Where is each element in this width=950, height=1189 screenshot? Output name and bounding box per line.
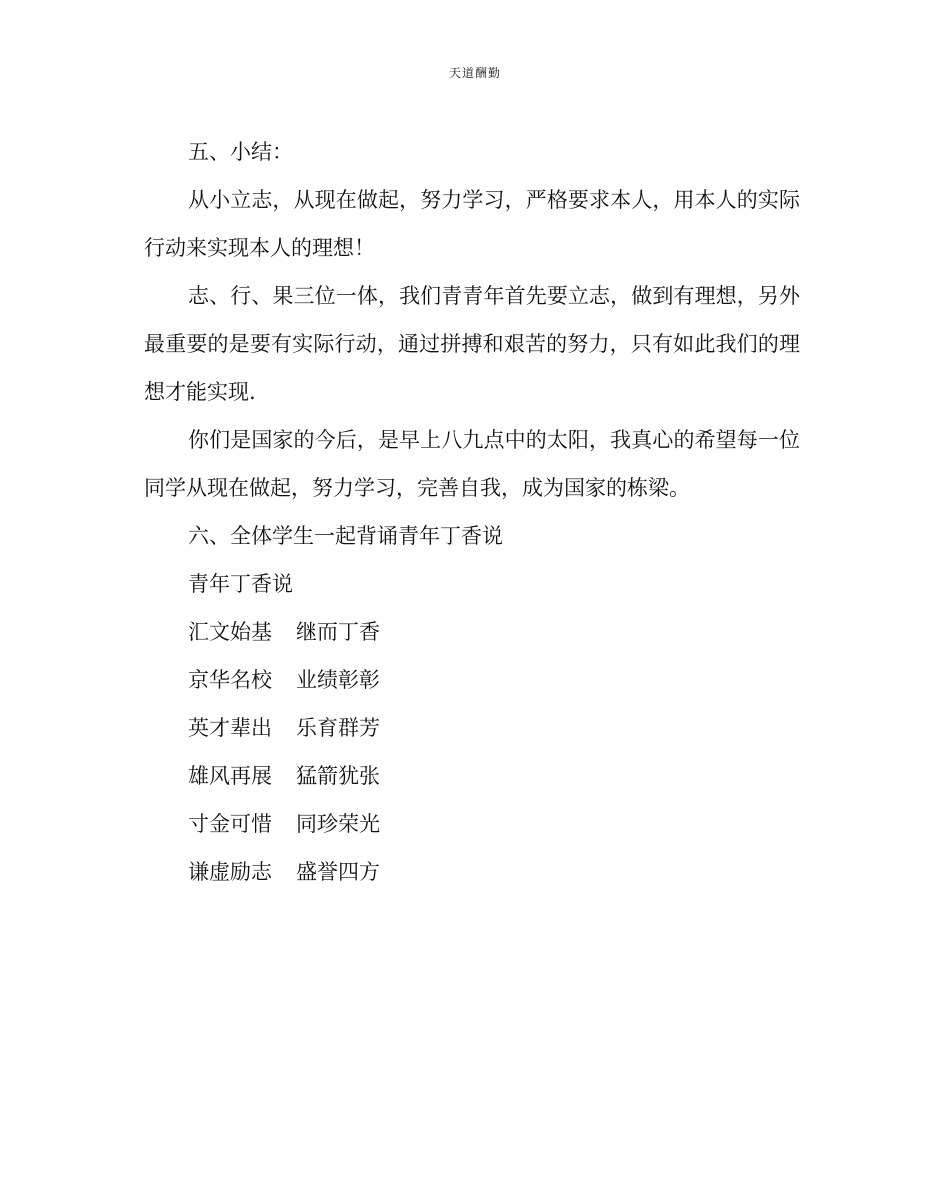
section-heading-recite: 六、全体学生一起背诵青年丁香说 <box>188 524 503 548</box>
poem-line-first-half: 汇文始基 <box>188 620 272 644</box>
poem-line-second-half: 继而丁香 <box>296 620 380 644</box>
poem-line <box>144 800 800 848</box>
poem-line <box>144 656 800 704</box>
section-heading-summary: 五、小结： <box>188 140 293 164</box>
poem-title: 青年丁香说 <box>188 572 293 596</box>
poem-line-first-half: 英才辈出 <box>188 716 272 740</box>
poem-line-first-half: 寸金可惜 <box>188 812 272 836</box>
poem-line-second-half: 同珍荣光 <box>296 812 380 836</box>
poem-line <box>144 752 800 800</box>
poem-line-first-half: 京华名校 <box>188 668 272 692</box>
summary-paragraph-2: 志、行、果三位一体，我们青青年首先要立志，做到有理想，另外最重要的是要有实际行动，通过拼搏和艰苦的努力，只有如此我们的理想才能实现. <box>144 284 800 404</box>
poem-line-second-half: 乐育群芳 <box>296 716 380 740</box>
poem-line-second-half: 猛箭犹张 <box>296 764 380 788</box>
page-header: 天道酬勤 <box>448 66 501 80</box>
poem-line-second-half: 盛誉四方 <box>296 860 380 884</box>
poem-line-first-half: 雄风再展 <box>188 764 272 788</box>
summary-paragraph-3: 你们是国家的今后，是早上八九点中的太阳，我真心的希望每一位同学从现在做起，努力学习，完善自我，成为国家的栋梁。 <box>144 428 800 500</box>
poem-line <box>144 848 800 896</box>
document-body <box>144 128 800 896</box>
poem-line <box>144 704 800 752</box>
poem-line-second-half: 业绩彰彰 <box>296 668 380 692</box>
poem-line <box>144 608 800 656</box>
poem-line-first-half: 谦虚励志 <box>188 860 272 884</box>
summary-paragraph-1: 从小立志，从现在做起，努力学习，严格要求本人，用本人的实际行动来实现本人的理想！ <box>144 188 800 260</box>
